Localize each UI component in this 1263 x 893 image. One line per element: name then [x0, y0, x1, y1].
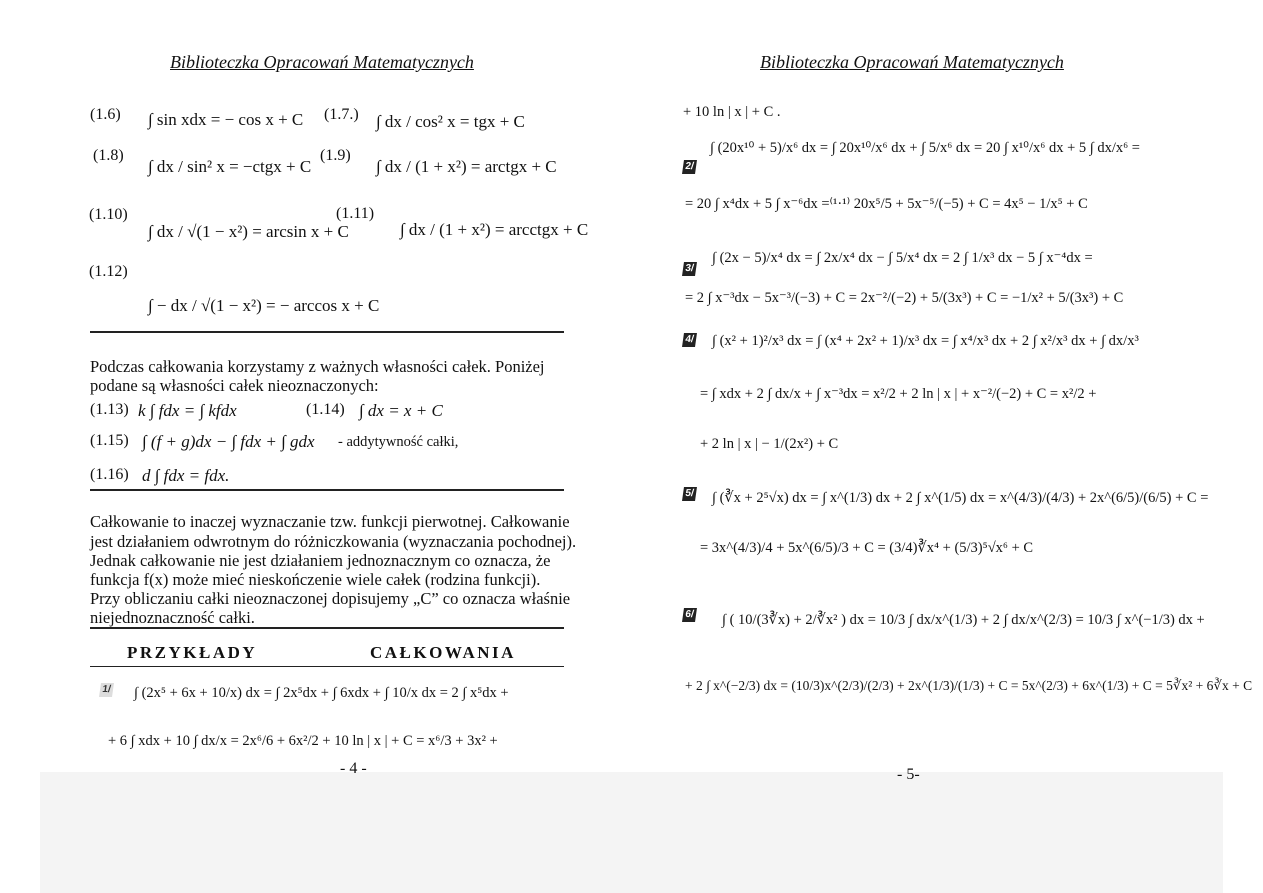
property: d ∫ fdx = fdx. [142, 466, 230, 485]
scan-background [40, 772, 1223, 893]
examples-heading: PRZYKŁADY [127, 643, 258, 662]
paragraph-line: funkcja f(x) może mieć nieskończenie wiele całek (rodzina funkcji). [90, 570, 541, 589]
example-line: + 2 ∫ x^(−2/3) dx = (10/3)x^(2/3)/(2/3) + 2x^(1/3)/(1/3) + C = 5x^(2/3) + 6x^(1/3) + C = 5∛x² + 6∛x + C [685, 678, 1253, 693]
example-line: + 10 ln | x | + C . [683, 104, 781, 120]
example-number-badge: 5/ [682, 487, 697, 501]
left-page-header: Biblioteczka Opracowań Matematycznych [170, 52, 474, 72]
examples-heading: CAŁKOWANIA [370, 643, 516, 662]
formula-label: (1.10) [89, 206, 128, 223]
formula-label: (1.9) [320, 147, 351, 164]
formula-label: (1.6) [90, 106, 121, 123]
formula: ∫ dx / sin² x = −ctgx + C [148, 157, 312, 176]
example-line: = 3x^(4/3)/4 + 5x^(6/5)/3 + C = (3/4)∛x⁴ + (5/3)⁵√x⁶ + C [700, 540, 1034, 556]
example-line: = 2 ∫ x⁻³dx − 5x⁻³/(−3) + C = 2x⁻²/(−2) + 5/(3x³) + C = −1/x² + 5/(3x³) + C [685, 290, 1124, 306]
paragraph-line: Całkowanie to inaczej wyznaczanie tzw. funkcji pierwotnej. Całkowanie [90, 512, 570, 531]
formula-label: (1.7.) [324, 106, 359, 123]
example-line: ∫ (x² + 1)²/x³ dx = ∫ (x⁴ + 2x² + 1)/x³ dx = ∫ x⁴/x³ dx + 2 ∫ x²/x³ dx + ∫ dx/x³ [712, 333, 1139, 349]
property: k ∫ fdx = ∫ kfdx [138, 401, 237, 420]
page-number: - 4 - [340, 760, 367, 777]
example-line: + 6 ∫ xdx + 10 ∫ dx/x = 2x⁶/6 + 6x²/2 + 10 ln | x | + C = x⁶/3 + 3x² + [108, 733, 498, 749]
example-line: ∫ (∛x + 2⁵√x) dx = ∫ x^(1/3) dx + 2 ∫ x^(1/5) dx = x^(4/3)/(4/3) + 2x^(6/5)/(6/5) + C = [712, 490, 1209, 506]
property: ∫ dx = x + C [359, 401, 443, 420]
property-label: (1.15) [90, 432, 129, 449]
paragraph-line: niejednoznaczność całki. [90, 608, 255, 627]
property-label: (1.14) [306, 401, 345, 418]
property-note: - addytywność całki, [338, 434, 459, 450]
paragraph-line: Przy obliczaniu całki nieoznaczonej dopisujemy „C” co oznacza właśnie [90, 589, 571, 608]
example-line: ∫ ( 10/(3∛x) + 2/∛x² ) dx = 10/3 ∫ dx/x^(1/3) + 2 ∫ dx/x^(2/3) = 10/3 ∫ x^(−1/3) dx + [722, 612, 1205, 628]
right-page-header: Biblioteczka Opracowań Matematycznych [760, 52, 1064, 72]
formula: ∫ dx / (1 + x²) = arcctgx + C [400, 220, 589, 239]
property-label: (1.16) [90, 466, 129, 483]
example-number-badge: 6/ [682, 608, 697, 622]
formula: ∫ dx / √(1 − x²) = arcsin x + C [148, 222, 349, 241]
example-line: = ∫ xdx + 2 ∫ dx/x + ∫ x⁻³dx = x²/2 + 2 ln | x | + x⁻²/(−2) + C = x²/2 + [700, 386, 1097, 402]
divider [90, 489, 564, 491]
example-number-badge: 1/ [99, 683, 114, 697]
paragraph-line: jest działaniem odwrotnym do różniczkowania (wyznaczania pochodnej). [90, 532, 577, 551]
property-label: (1.13) [90, 401, 129, 418]
paragraph-line: Jednak całkowanie nie jest działaniem jednoznacznym co oznacza, że [90, 551, 551, 570]
formula: ∫ − dx / √(1 − x²) = − arccos x + C [148, 296, 380, 315]
divider [90, 666, 564, 667]
formula: ∫ dx / (1 + x²) = arctgx + C [376, 157, 557, 176]
formula-label: (1.8) [93, 147, 124, 164]
page-number: - 5- [897, 766, 920, 783]
example-line: = 20 ∫ x⁴dx + 5 ∫ x⁻⁶dx =⁽¹·¹⁾ 20x⁵/5 + 5x⁻⁵/(−5) + C = 4x⁵ − 1/x⁵ + C [685, 196, 1088, 212]
example-line: ∫ (20x¹⁰ + 5)/x⁶ dx = ∫ 20x¹⁰/x⁶ dx + ∫ 5/x⁶ dx = 20 ∫ x¹⁰/x⁶ dx + 5 ∫ dx/x⁶ = [710, 140, 1140, 156]
example-line: ∫ (2x − 5)/x⁴ dx = ∫ 2x/x⁴ dx − ∫ 5/x⁴ dx = 2 ∫ 1/x³ dx − 5 ∫ x⁻⁴dx = [712, 250, 1093, 266]
divider [90, 331, 564, 333]
property: ∫ (f + g)dx − ∫ fdx + ∫ gdx [142, 432, 315, 451]
formula: ∫ dx / cos² x = tgx + C [376, 112, 525, 131]
formula: ∫ sin xdx = − cos x + C [148, 110, 304, 129]
formula-label: (1.11) [336, 205, 375, 222]
example-number-badge: 2/ [682, 160, 697, 174]
example-line: + 2 ln | x | − 1/(2x²) + C [700, 436, 839, 452]
divider [90, 627, 564, 629]
example-number-badge: 3/ [682, 262, 697, 276]
example-line: ∫ (2x⁵ + 6x + 10/x) dx = ∫ 2x⁵dx + ∫ 6xdx + ∫ 10/x dx = 2 ∫ x⁵dx + [134, 685, 509, 701]
example-number-badge: 4/ [682, 333, 697, 347]
properties-intro-line: Podczas całkowania korzystamy z ważnych własności całek. Poniżej [90, 357, 545, 376]
properties-intro-line: podane są własności całek nieoznaczonych: [90, 376, 379, 395]
formula-label: (1.12) [89, 263, 128, 280]
